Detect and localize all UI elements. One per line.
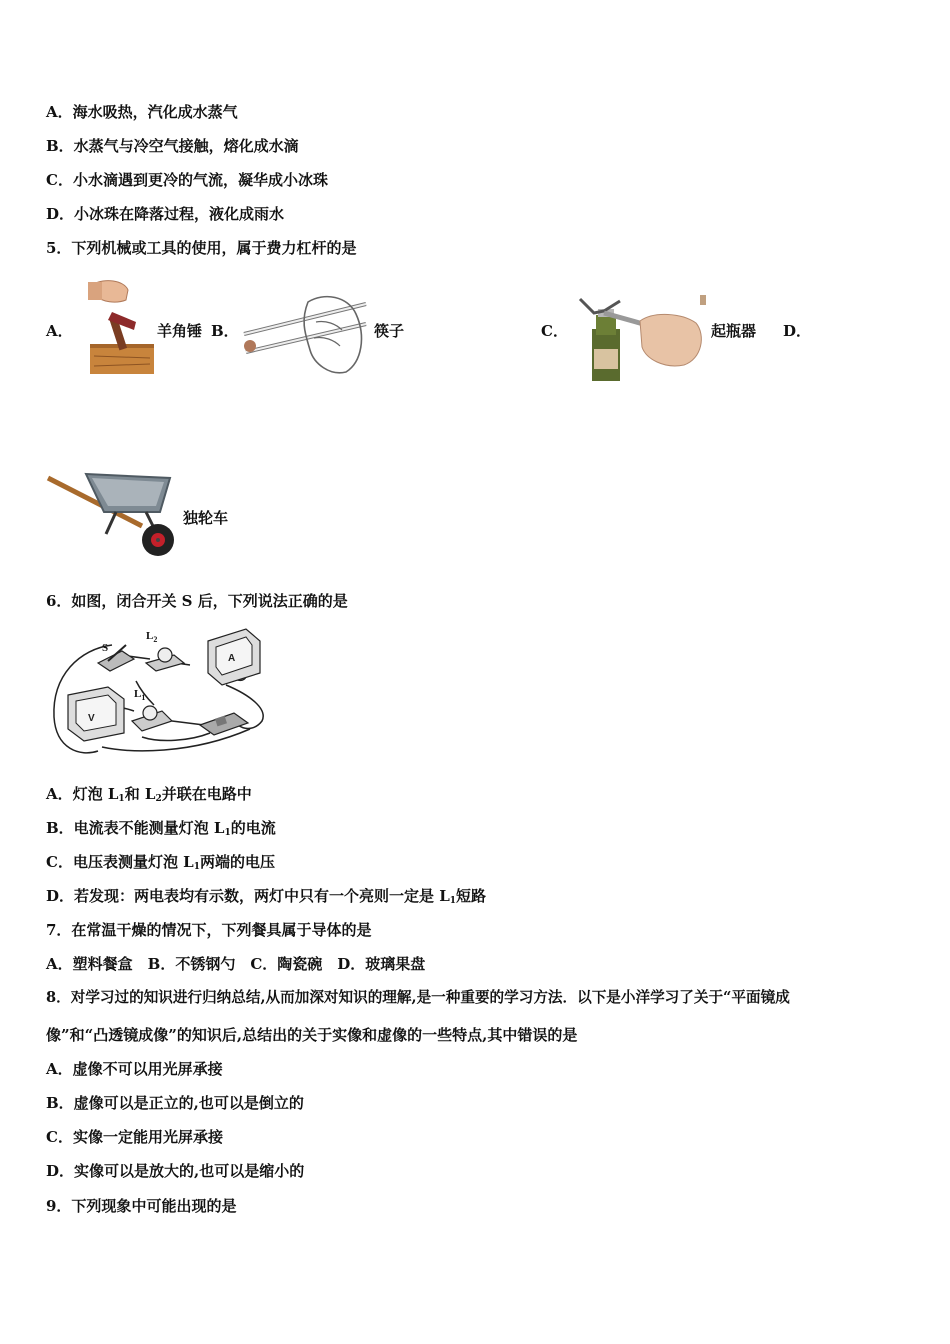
q6-option-a: A．灯泡 $L_1$和 $L_2$并联在电路中	[46, 785, 252, 804]
q4-option-b: B．水蒸气与冷空气接触，熔化成水滴	[46, 137, 299, 155]
q5-option-a-letter: A．	[46, 322, 73, 340]
l1-label: L	[134, 688, 142, 700]
q6-option-c: C．电压表测量灯泡 $L_1$两端的电压	[46, 853, 275, 872]
svg-text:L1	[134, 688, 145, 702]
q8-stem-line1: 8．对学习过的知识进行归纳总结,从而加深对知识的理解,是一种重要的学习方法．以下是小洋学习了关于“平面镜成	[46, 989, 790, 1006]
svg-text:L2	[146, 630, 157, 644]
q5-option-a-name: 羊角锤	[157, 322, 203, 340]
q6-option-d: D．若发现：两电表均有示数，两灯中只有一个亮则一定是 $L_1$短路	[46, 887, 487, 906]
q5-option-c-letter: C．	[541, 322, 568, 340]
q8-option-b: B．虚像可以是正立的,也可以是倒立的	[46, 1094, 304, 1112]
q5-option-d-letter: D．	[783, 322, 812, 340]
bottle-opener-image	[574, 293, 710, 381]
chopsticks-image	[238, 292, 370, 378]
ammeter-a-label: A	[228, 653, 236, 664]
voltmeter-v-label: V	[88, 713, 95, 724]
q5-option-c-name: 起瓶器	[711, 322, 757, 340]
l1-subscript: 1	[141, 693, 146, 702]
circuit-diagram	[50, 625, 272, 761]
q8-option-a: A．虚像不可以用光屏承接	[46, 1060, 223, 1078]
q4-option-c: C．小水滴遇到更冷的气流，凝华成小冰珠	[46, 171, 328, 189]
q6-option-b: B．电流表不能测量灯泡 $L_1$的电流	[46, 819, 276, 838]
q8-option-d: D．实像可以是放大的,也可以是缩小的	[46, 1162, 305, 1180]
q6-stem: 6．如图，闭合开关 S 后，下列说法正确的是	[46, 592, 348, 610]
switch-s-label: S	[102, 642, 109, 654]
l2-label: L	[146, 630, 154, 642]
q5-option-d-name: 独轮车	[183, 509, 229, 527]
q5-option-b-letter: B．	[211, 322, 239, 340]
q7-options: A．塑料餐盒 B．不锈钢勺 C．陶瓷碗 D．玻璃果盘	[46, 955, 426, 973]
l2-subscript: 2	[153, 635, 158, 644]
q4-option-d: D．小冰珠在降落过程，液化成雨水	[46, 205, 285, 223]
q5-option-b-name: 筷子	[374, 322, 405, 340]
q4-option-a: A．海水吸热，汽化成水蒸气	[46, 103, 238, 121]
q8-option-c: C．实像一定能用光屏承接	[46, 1128, 223, 1146]
q5-stem: 5．下列机械或工具的使用，属于费力杠杆的是	[46, 239, 357, 257]
wheelbarrow-image	[46, 468, 178, 560]
q9-stem: 9．下列现象中可能出现的是	[46, 1197, 237, 1215]
q8-stem-line2: 像”和“凸透镜成像”的知识后,总结出的关于实像和虚像的一些特点,其中错误的是	[46, 1026, 578, 1044]
q7-stem: 7．在常温干燥的情况下，下列餐具属于导体的是	[46, 921, 372, 939]
hammer-image	[84, 278, 156, 378]
